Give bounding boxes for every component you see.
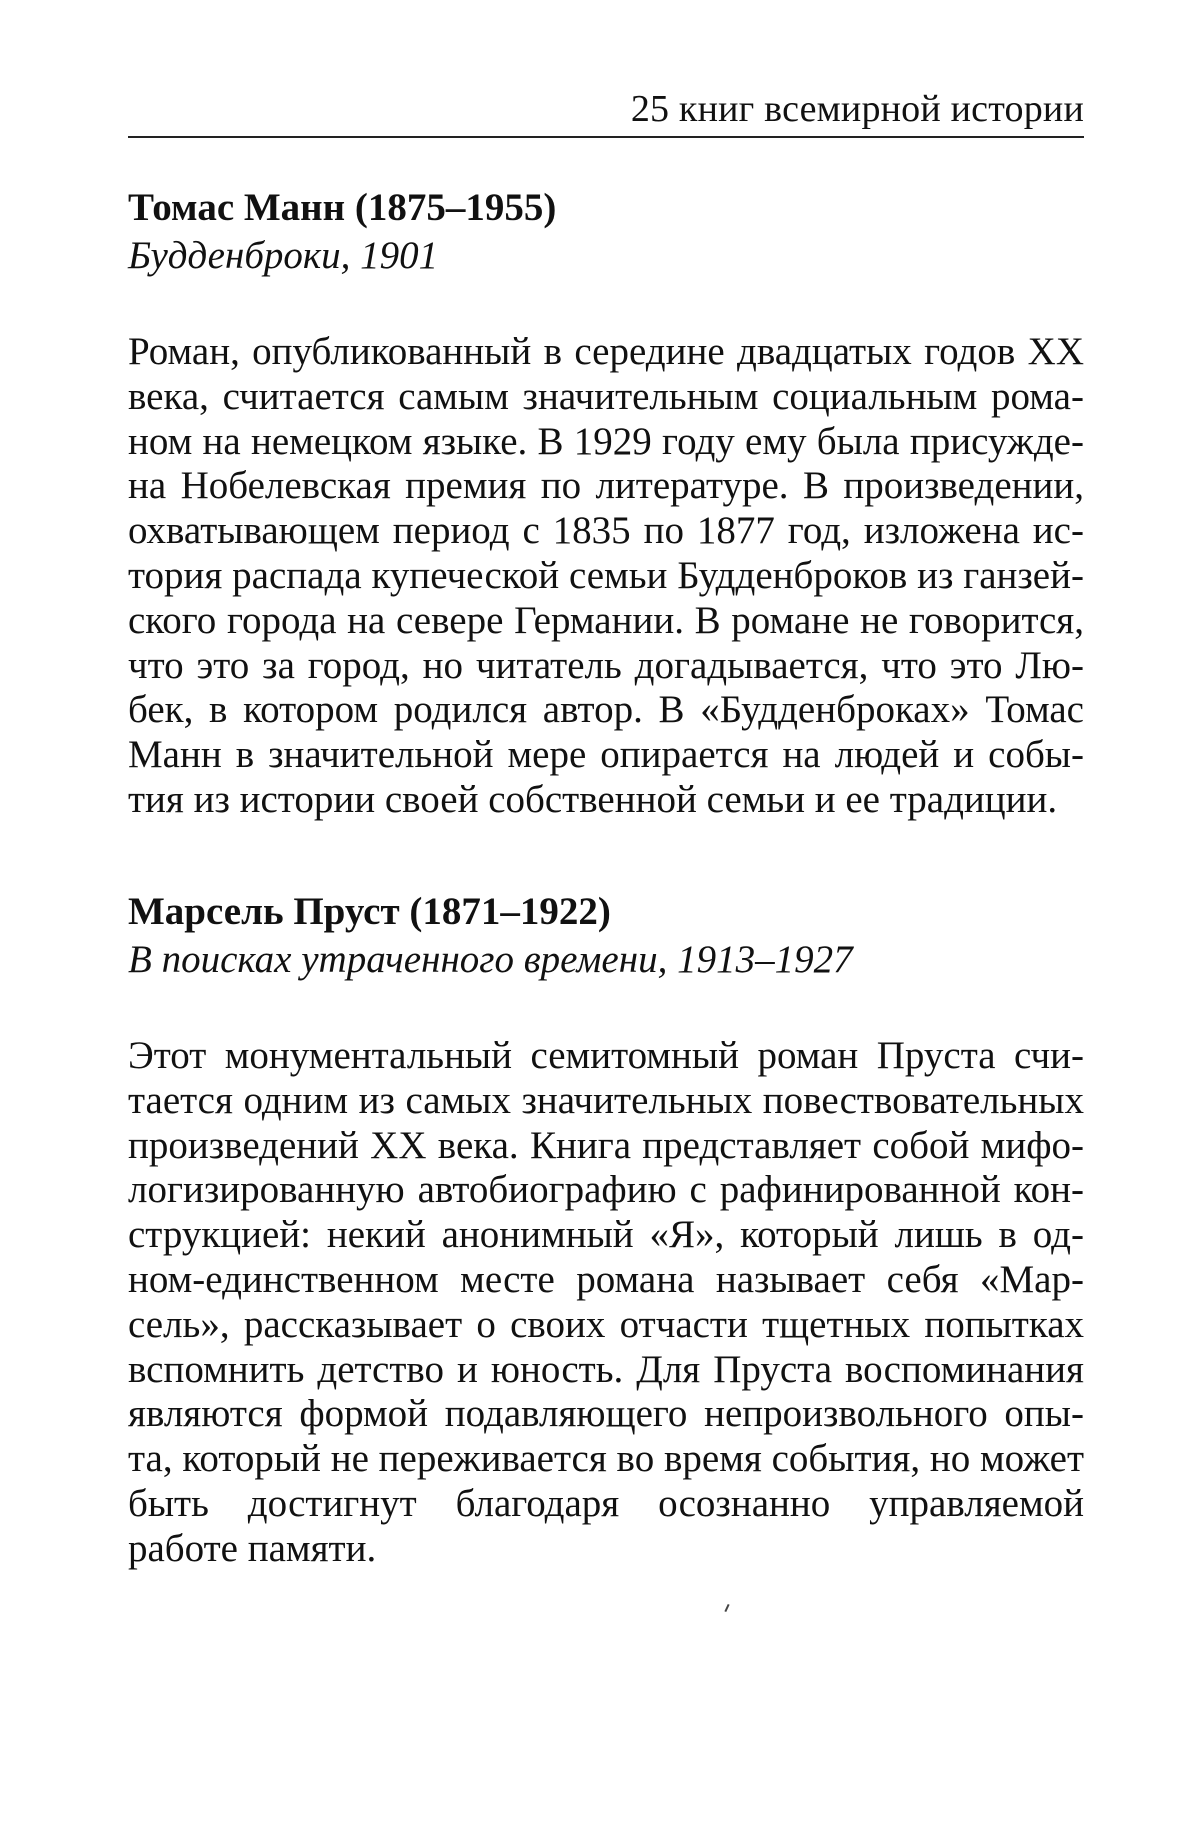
entry-work-title: В поисках утраченного времени, 1913–1927 bbox=[128, 938, 853, 981]
entry-marcel-proust bbox=[128, 888, 1084, 1572]
entry-work-title: Будденброки, 1901 bbox=[128, 234, 439, 277]
running-header: 25 книг всемирной истории bbox=[630, 88, 1084, 130]
entry-thomas-mann bbox=[128, 184, 1084, 823]
header-rule bbox=[128, 136, 1084, 138]
entry-description: Роман, опубликованный в середине двадцатых годов XX века, считается самым значительным социальным романом на немецком языке. В 1929 году ему была присуждена Нобелевская премия по литературе. В произведении, охватывающем период с 1835 по 1877 год, изложена история распада купеческой семьи Будденброков из ганзейского города на севере Германии. В романе не говорится, что это за город, но читатель догадывается, что это Любек, в котором родился автор. В «Будденброках» Томас Манн в значительной мере опирается на людей и события из истории своей собственной семьи и ее традиции. bbox=[128, 330, 1084, 821]
entry-description: Этот монументальный семитомный роман Пруста считается одним из самых значительных повествовательных произведений XX века. Книга представляет собой мифологизированную автобиографию с рафинированной конструкцией: некий анонимный «Я», который лишь в одном-единственном месте романа называет себя «Марсель», рассказывает о своих отчасти тщетных попытках вспомнить детство и юность. Для Пруста воспоминания являются формой подавляющего непроизвольного опыта, который не переживается во время события, но может быть достигнут благодаря осознанно управляемой работе памяти. bbox=[128, 1034, 1084, 1570]
entry-author: Марсель Пруст (1871–1922) bbox=[128, 890, 611, 933]
entry-author: Томас Манн (1875–1955) bbox=[128, 186, 557, 229]
print-speck bbox=[724, 1604, 729, 1612]
